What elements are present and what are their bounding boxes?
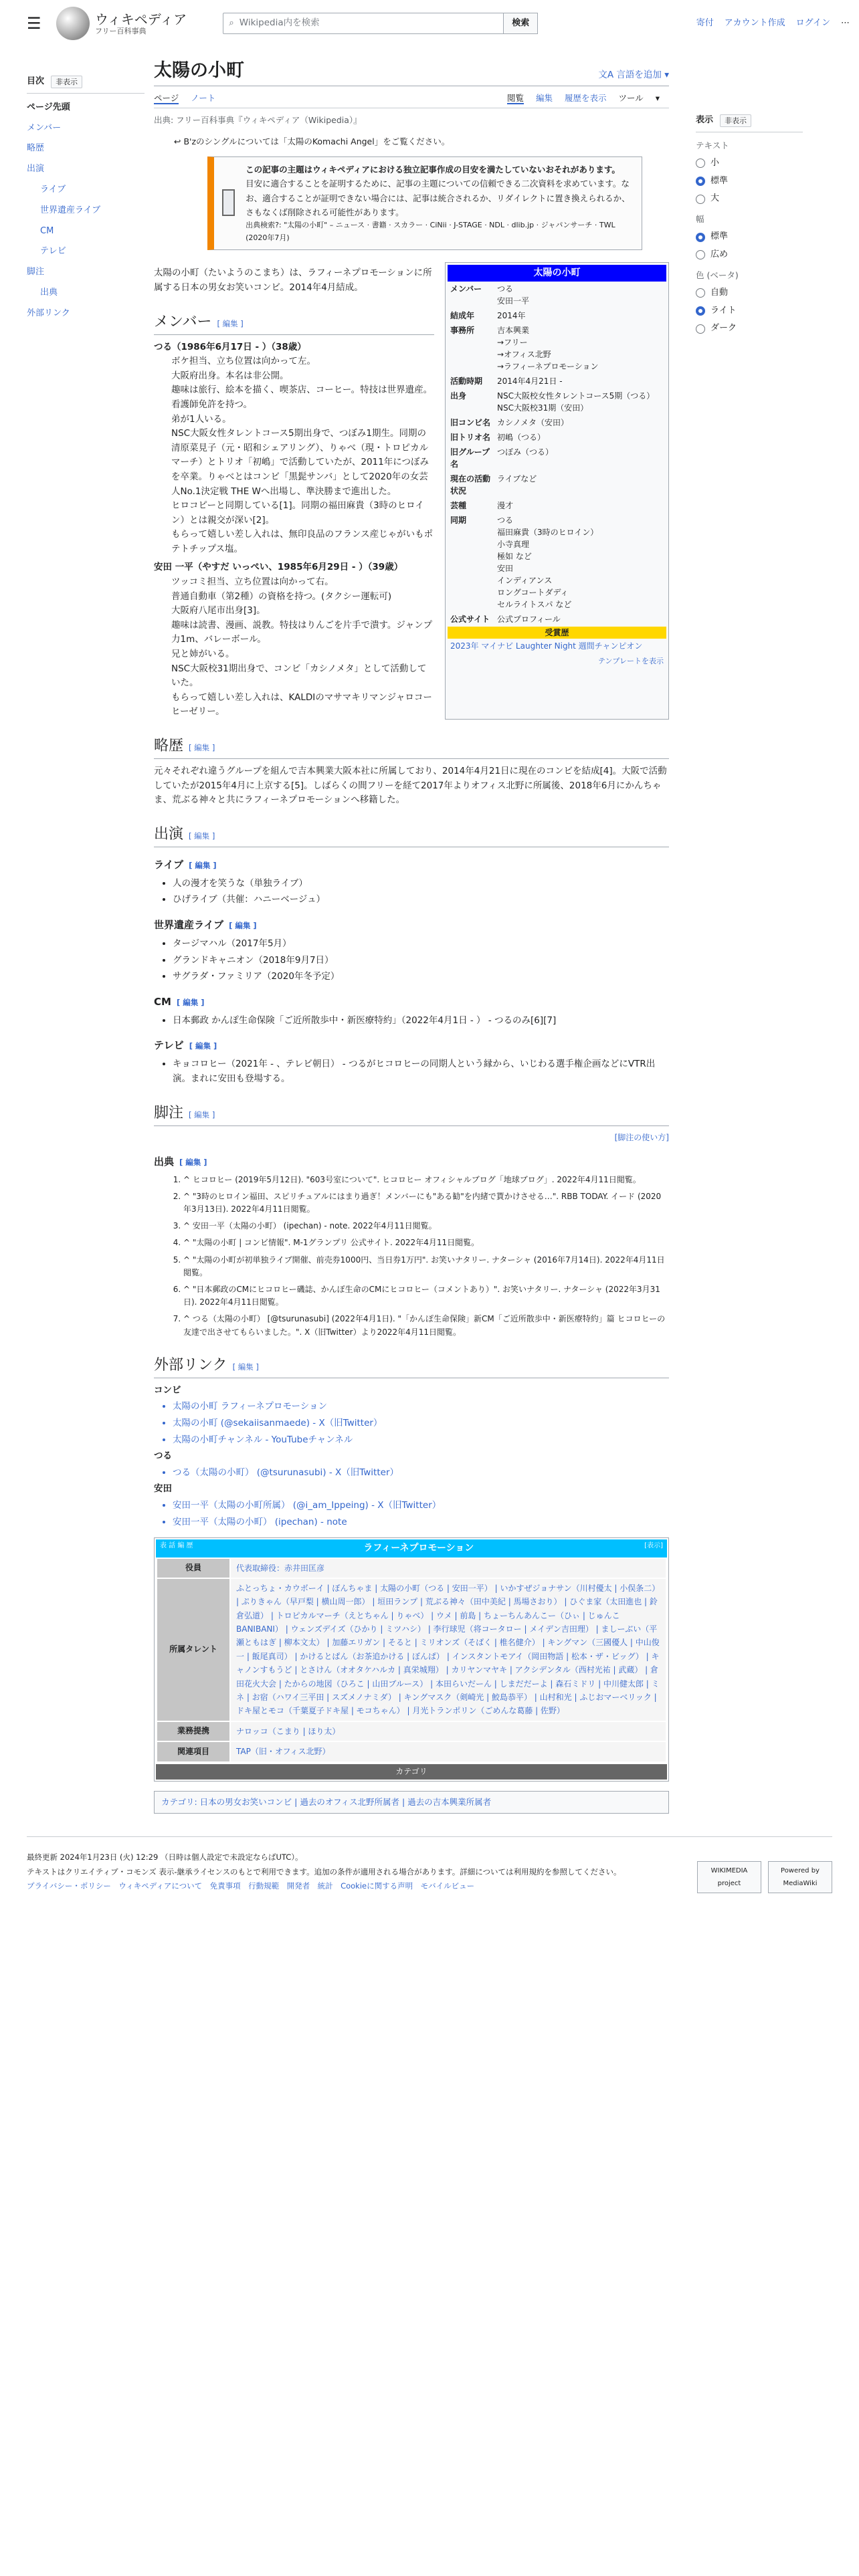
infobox-value-line: →フリー xyxy=(497,338,528,348)
reference-item: 4. ^ "太陽の小町 | コンビ情報". M-1グランプリ 公式サイト. 2022年4月11日閲覧。 xyxy=(183,1237,669,1249)
infobox-value-line: NSC大阪校31期（安田） xyxy=(497,403,589,413)
toc-item[interactable]: 略歴 xyxy=(27,143,45,154)
appearance-option[interactable] xyxy=(696,304,803,318)
external-tsuru-label: つる xyxy=(154,1451,172,1462)
toc-item[interactable]: メンバー xyxy=(27,122,62,133)
radio-icon[interactable] xyxy=(696,306,705,316)
page-title: 太陽の小町 xyxy=(154,60,244,81)
infobox-value-line: →オフィス北野 xyxy=(497,350,551,360)
section-tv-heading: テレビ [ 編集 ] xyxy=(154,1039,217,1052)
section-members-heading: メンバー [ 編集 ] xyxy=(154,312,434,335)
heritage-list xyxy=(154,937,669,984)
site-logo[interactable] xyxy=(56,7,187,40)
infobox-label: 芸種 xyxy=(450,501,467,511)
edit-link[interactable]: [ 編集 ] xyxy=(179,1157,207,1167)
members-list xyxy=(154,340,434,720)
tab-page[interactable]: ページ xyxy=(154,93,179,103)
tv-list xyxy=(154,1057,669,1086)
member-fact: ツッコミ担当、立ち位置は向かって右。 xyxy=(171,576,334,588)
appearance-option[interactable] xyxy=(696,175,803,189)
infobox-label: 活動時期 xyxy=(450,377,483,387)
tv-item: • キョコロヒー（2021年 - 、テレビ朝日） - つるがヒコロヒーの同期人という縁から、いじわる選手権企画などにVTR出演。まれに安田も登場する。 xyxy=(173,1057,669,1086)
infobox-value xyxy=(494,430,666,445)
infobox-value-line: 吉本興業 xyxy=(497,326,530,336)
toc-item[interactable]: ライブ xyxy=(40,184,66,195)
cm-item: • 日本郵政 かんぽ生命保険「ご近所散歩中・新医療特約」（2022年4月1日 - ） - つるのみ[6][7] xyxy=(173,1014,669,1029)
member-fact: 普通自動車（第2種）の資格を持つ。(タクシー運転可) xyxy=(171,591,392,602)
toc-item[interactable]: 脚注 xyxy=(27,267,45,278)
section-history-heading: 略歴 [ 編集 ] xyxy=(154,736,669,759)
radio-icon[interactable] xyxy=(696,288,705,298)
edit-link[interactable]: [ 編集 ] xyxy=(229,920,257,930)
menu-icon[interactable]: ☰ xyxy=(27,13,41,33)
appearance-hide-button[interactable]: 非表示 xyxy=(720,114,751,128)
search-icon: ⌕ xyxy=(229,17,234,29)
appearance-option[interactable] xyxy=(696,248,803,262)
show-template-link[interactable]: テンプレートを表示 xyxy=(597,657,664,666)
infobox-value xyxy=(494,389,666,415)
infobox-value-line: →ラフィーネプロモーション xyxy=(497,362,599,372)
cm-list xyxy=(154,1014,669,1029)
notice-body: 目安に適合することを証明するために、記事の主題についての信頼できる二次資料を求めています。なお、適合することが証明できない場合には、記事は統合されるか、リダイレクトに置き換えられるか、さもなくば削除される可能性があります。 xyxy=(246,179,630,217)
section-heritage-heading: 世界遺産ライブ [ 編集 ] xyxy=(154,918,257,931)
edit-link[interactable]: [ 編集 ] xyxy=(176,997,205,1007)
infobox-label: メンバー xyxy=(450,284,482,294)
edit-link[interactable]: [ 編集 ] xyxy=(189,743,215,752)
logo-subtitle: フリー百科事典 xyxy=(95,26,147,35)
page-tabs xyxy=(154,86,669,108)
navbox-group-label: 所属タレント xyxy=(157,1578,230,1721)
infobox-value-line: 極如 など xyxy=(497,552,532,562)
live-list xyxy=(154,877,669,907)
site-header xyxy=(0,0,859,47)
logo-title: ウィキペディア xyxy=(95,11,187,27)
infobox-value-line: つる xyxy=(497,516,514,526)
footnote-usage-link[interactable]: [脚注の使い方] xyxy=(614,1132,669,1142)
radio-icon[interactable] xyxy=(696,177,705,186)
tab-tools[interactable]: ツール ▾ xyxy=(618,93,660,103)
page-source-note: 出典: フリー百科事典『ウィキペディア（Wikipedia）』 xyxy=(154,115,362,125)
appearance-option-label: 標準 xyxy=(710,231,729,242)
external-link[interactable]: • つる（太陽の小町） (@tsurunasubi) - X（旧Twitter） xyxy=(173,1466,669,1481)
member-name: 安田 一平（やすだ いっぺい、1985年6月29日 - ）（39歳） xyxy=(154,562,403,573)
navbox-show-button[interactable]: [表示] xyxy=(644,1542,663,1550)
infobox-value-line: 福田麻貴（3時のヒロイン） xyxy=(497,528,599,538)
donate-link[interactable]: 寄付 xyxy=(696,17,714,28)
infobox-value xyxy=(494,415,666,430)
text-size-label: テキスト xyxy=(696,140,729,150)
appearance-option[interactable] xyxy=(696,230,803,244)
infobox-label: 同期 xyxy=(450,516,467,526)
mediawiki-badge[interactable]: Powered by MediaWiki xyxy=(768,1861,832,1893)
infobox-label: 出身 xyxy=(450,391,467,401)
external-combo-label: コンビ xyxy=(154,1384,181,1396)
infobox-value xyxy=(494,471,666,498)
live-item: • 人の漫才を笑うな（単独ライブ） xyxy=(173,877,669,891)
member-fact: 趣味は旅行、絵本を描く、喫茶店、コーヒー。特技は世界遺産。 xyxy=(171,385,433,396)
infobox-value-line: インディアンス xyxy=(497,576,553,586)
notability-notice xyxy=(207,156,642,250)
infobox-label: 旧グループ名 xyxy=(450,447,490,469)
navbox-group-label: 業務提携 xyxy=(157,1721,230,1741)
appearance-title: 表示 xyxy=(696,115,714,125)
wikimedia-badge[interactable]: WIKIMEDIA project xyxy=(697,1861,761,1893)
infobox-value-line: カシノメタ（安田） xyxy=(497,418,569,428)
appearance-panel xyxy=(669,47,803,1814)
infobox-value xyxy=(494,282,666,308)
navbox-list[interactable]: ナロッコ（こまり | ほり太） xyxy=(230,1721,666,1741)
live-item: • ひげライブ（共催：ハニーベージュ） xyxy=(173,893,669,907)
external-links xyxy=(154,1384,669,1529)
infobox-value xyxy=(494,374,666,389)
appearance-option-label: 大 xyxy=(710,193,720,204)
infobox-value xyxy=(494,612,666,627)
navbox-category-bar[interactable]: カテゴリ xyxy=(156,1764,667,1780)
radio-icon[interactable] xyxy=(696,233,705,242)
appearance-option[interactable] xyxy=(696,156,803,171)
navbox-list[interactable]: 代表取締役：赤井田匡彦 xyxy=(230,1558,666,1578)
infobox-label: 旧コンビ名 xyxy=(450,418,491,428)
member-fact: 弟が1人いる。 xyxy=(171,413,231,425)
section-cm-heading: CM [ 編集 ] xyxy=(154,995,205,1008)
table-of-contents xyxy=(27,47,154,1814)
infobox-award-title: 受賞歴 xyxy=(448,627,666,639)
history-text: 元々それぞれ違うグループを組んで吉本興業大阪本社に所属しており、2014年4月21日に現在のコンビを結成[4]。大阪で活動していたが2015年4月に上京する[5]。しばらくの間フリーを経て2017年よりオフィス北野に所属後、2018年6月にかんちゃま、荒ぶる神々と共にラフィーネプロモーションへ移籍した。 xyxy=(154,766,667,806)
hatnote: ↩ B'zのシングルについては「太陽のKomachi Angel」をご覧ください。 xyxy=(174,136,450,146)
toc-item[interactable]: 出演 xyxy=(27,164,45,175)
toc-item[interactable]: 出典 xyxy=(40,287,58,298)
external-link[interactable]: • 太陽の小町チャンネル - YouTubeチャンネル xyxy=(173,1433,669,1448)
external-link[interactable]: • 安田一平（太陽の小町所属） (@i_am_Ippeing) - X（旧Twitter） xyxy=(173,1499,669,1513)
infobox-value xyxy=(494,445,666,471)
infobox-value xyxy=(494,498,666,513)
user-links xyxy=(696,17,850,31)
infobox-value-line: 2014年4月21日 - xyxy=(497,377,563,387)
infobox-value-line: つぼみ（つる） xyxy=(497,447,554,457)
edit-link[interactable]: [ 編集 ] xyxy=(189,831,215,841)
appearance-option-label: 小 xyxy=(710,157,720,168)
external-link[interactable]: • 安田一平（太陽の小町） (ipechan) - note xyxy=(173,1515,669,1530)
infobox-value-line: 安田一平 xyxy=(497,296,530,306)
member-fact: 趣味は読書、漫画、説教。特技はりんごを片手で潰す。ジャンプ力1m、バレーボール。 xyxy=(171,619,433,645)
infobox-label: 現在の活動状況 xyxy=(450,474,491,496)
navbox-title[interactable]: ラフィーネプロモーション xyxy=(363,1543,474,1554)
member-fact: もらって嬉しい差し入れは、KALDIのマサマキリマンジャロコーヒーゼリー。 xyxy=(171,691,432,718)
member-fact: NSC大阪校31期出身で、コンビ「カシノメタ」として活動していた。 xyxy=(171,663,427,689)
infobox-title: 太陽の小町 xyxy=(448,265,666,282)
infobox-value-line: 漫才 xyxy=(497,501,514,511)
toc-hide-button[interactable]: 非表示 xyxy=(51,76,82,89)
infobox-value-line: 2014年 xyxy=(497,311,526,321)
last-updated: 最終更新 2024年1月23日 (火) 12:29 （日時は個人設定で未設定ならばUTC）。 xyxy=(27,1852,303,1862)
reference-item: 6. ^ "日本郵政のCMにヒコロヒー磯誌、かんぽ生命のCMにヒコロヒー（コメントあり）". お笑いナタリー. ナターシャ (2022年3月31日). 2022年4月11日閲覧。 xyxy=(183,1283,669,1309)
tab-talk[interactable]: ノート xyxy=(191,93,216,103)
tab-history[interactable]: 履歴を表示 xyxy=(564,93,607,103)
edit-link[interactable]: [ 編集 ] xyxy=(232,1362,259,1372)
appearance-option-label: 自動 xyxy=(710,287,729,298)
section-external-heading: 外部リンク [ 編集 ] xyxy=(154,1355,669,1378)
toc-title: 目次 xyxy=(27,76,45,86)
infobox xyxy=(445,262,669,720)
appearance-option[interactable] xyxy=(696,192,803,206)
member-fact: 大阪府出身。本名は非公開。 xyxy=(171,370,289,381)
navbox-vde[interactable]: 表 話 編 歴 xyxy=(160,1542,193,1550)
page-footer xyxy=(27,1836,832,1895)
infobox-value-line: セルライトスパ など xyxy=(497,600,572,610)
login-link[interactable]: ログイン xyxy=(795,17,830,28)
wikipedia-globe-icon xyxy=(56,7,90,40)
toc-item[interactable]: 外部リンク xyxy=(27,308,70,318)
appearance-option-label: ライト xyxy=(710,305,737,316)
navbox xyxy=(154,1537,669,1782)
license-text: テキストはクリエイティブ・コモンズ 表示-継承ライセンスのもとで利用できます。追加の条件が適用される場合があります。詳細については利用規約を参照してください。 xyxy=(27,1866,622,1876)
heritage-item: • サグラダ・ファミリア（2020年冬予定） xyxy=(173,970,669,984)
member-name: つる（1986年6月17日 - ）（38歳） xyxy=(154,341,306,352)
appearance-option[interactable] xyxy=(696,286,803,300)
add-language-button[interactable]: 文A 言語を追加 ▾ xyxy=(598,70,669,81)
infobox-value xyxy=(494,323,666,374)
member-fact: 看護師免許を持つ。 xyxy=(171,399,252,410)
toc-item[interactable]: ページ先頭 xyxy=(27,102,70,112)
section-sources-heading: 出典 [ 編集 ] xyxy=(154,1155,207,1168)
external-link[interactable]: • 太陽の小町 (@sekaiisanmaede) - X（旧Twitter） xyxy=(173,1416,669,1431)
notice-icon xyxy=(222,189,235,216)
reference-item: 3. ^ 安田一平（太陽の小町） (ipechan) - note. 2022年4月11日閲覧。 xyxy=(183,1220,669,1232)
infobox-value-line: ロングコートダディ xyxy=(497,588,569,598)
navbox-list[interactable]: ふとっちょ・カウボーイ | ぼんちゃま | 太陽の小町（つる | 安田一平） | いかすぜジョナサン（川村優太 | 小俣条二） | ぷりきゃん（早戸梨 | 横山周一郎） | 垣田ランプ | 荒ぶる神々（田中美紀 | 馬場さおり） | ひぐま家（太田進也 | 鈴倉弘道） | トロピカルマーチ（えとちゃん | りゃべ） | ウメ | 前島 | ちょーちんあんこー（ひぃ | じゅんこBANIBANI） | ウェンズデイズ（ひかり | ミツハシ） | 李行球児（将コータロー | メイデン吉田理） | ましーぶい（平瀬ともはぎ | 柳本文太） | 加藤エリガン | そると | ミリオンズ（そばく | 椎名健介） | キングマン（三國優人 | 中山俊一 | 飯尾真司） | かけるとぱん（お茶追かける | ぼんぱ） | インスタントモアイ（岡田物語 | 松本・ザ・ビッグ） | キャノンすもうど | とさけん（オオタケハルカ | 真栄城翔） | カリヤンマヤキ | アクシデンタル（西村光祐 | 武蔵） | 倉田花火大会 | たからの地図（ひろこ | 山田ブルース） | 本田らいだーん | しまだだーよ | 森石ミドリ | 中川健太郎 | ミネ | お宿（ハワイ三平田 | スズメノナミダ） | キングマスク（剣崎光 | 鮫島恭平） | 山村和光 | ふじおマーベリック | ドキ屋とモコ（千葉夏子ドキ屋 | モコちゃん） | 月光トランポリン（ごめんな葛藤 | 佐野） xyxy=(230,1578,666,1721)
footer-links[interactable]: プライバシー・ポリシー ウィキペディアについて 免責事項 行動規範 開発者 統計 Cookieに関する声明 モバイルビュー xyxy=(27,1881,475,1891)
toc-item[interactable]: 世界遺産ライブ xyxy=(40,205,101,215)
tab-read[interactable]: 閲覧 xyxy=(506,93,524,103)
member-fact: 兄と姉がいる。 xyxy=(171,649,235,660)
infobox-value-line: 小寺真理 xyxy=(497,540,530,550)
infobox-label: 結成年 xyxy=(450,311,475,321)
member-fact: NSC大阪女性タレントコース5期出身で、つぼみ1期生。同期の清原菜見子（元・昭和シェアリング）、りゃべ（現・トロピカルマーチ）とトリオ「初嶋」で活動していたが、2011年につぼみを卒業。りゃべとはコンビ「黒髭サンバ」として2020年の女芸人No.1決定戦 THE Wへ出場し、準決勝まで進出した。 xyxy=(171,428,429,497)
member-fact: もらって嬉しい差し入れは、無印良品のフランス産じゃがいもポテトチップス塩。 xyxy=(171,529,434,554)
infobox-value-line: 公式プロフィール xyxy=(497,615,561,625)
external-yasuda-label: 安田 xyxy=(154,1483,172,1495)
infobox-value xyxy=(494,308,666,323)
search-button[interactable]: 検索 xyxy=(504,13,538,34)
reference-list xyxy=(154,1174,669,1339)
notice-title: この記事の主題はウィキペディアにおける独立記事作成の目安を満たしていないおそれがあります。 xyxy=(246,165,620,175)
appearance-option-label: 標準 xyxy=(710,175,729,186)
create-account-link[interactable]: アカウント作成 xyxy=(724,17,785,28)
radio-icon[interactable] xyxy=(696,324,705,334)
more-icon[interactable]: ⋯ xyxy=(841,17,850,28)
toc-item[interactable]: CM xyxy=(40,225,54,236)
infobox-label: 旧トリオ名 xyxy=(450,433,490,443)
lead-paragraph: 太陽の小町（たいようのこまち）は、ラフィーネプロモーションに所属する日本の男女お笑いコンビ。2014年4月結成。 xyxy=(154,267,432,293)
member-fact: ボケ担当、立ち位置は向かって左。 xyxy=(171,356,316,367)
edit-link[interactable]: [ 編集 ] xyxy=(217,318,244,328)
infobox-value-line: つる xyxy=(497,284,514,294)
infobox-award[interactable]: 2023年 マイナビ Laughter Night 週間チャンピオン xyxy=(450,641,643,651)
navbox-group-label: 関連項目 xyxy=(157,1741,230,1761)
reference-item: 5. ^ "太陽の小町が初単独ライブ開催、前売券1000円、当日券1万円". お笑いナタリー. ナターシャ (2016年7月14日). 2022年4月11日閲覧。 xyxy=(183,1254,669,1279)
edit-link[interactable]: [ 編集 ] xyxy=(189,860,217,870)
radio-icon[interactable] xyxy=(696,250,705,259)
member-fact: ヒロコピーと同期している[1]。同期の福田麻貴（3時のヒロイン）とは親交が深い[2]。 xyxy=(171,500,424,526)
disambig-icon: ↩ xyxy=(174,136,184,146)
appearance-option[interactable] xyxy=(696,322,803,336)
navbox-group-label: 役員 xyxy=(157,1558,230,1578)
infobox-value-line: 初嶋（つる） xyxy=(497,433,546,443)
section-appear-heading: 出演 [ 編集 ] xyxy=(154,824,669,847)
category-links[interactable]: カテゴリ: 日本の男女お笑いコンビ | 過去のオフィス北野所属者 | 過去の吉本興業所属者 xyxy=(154,1791,669,1814)
edit-link[interactable]: [ 編集 ] xyxy=(189,1041,217,1051)
reference-item: 1. ^ ヒコロヒー (2019年5月12日). "603号室について". ヒコロヒー オフィシャルブログ「地球ブログ」. 2022年4月11日閲覧。 xyxy=(183,1174,669,1186)
width-label: 幅 xyxy=(696,214,704,225)
notice-source: 出典検索?: "太陽の小町" – ニュース · 書籍 · スカラー · CiNii · J-STAGE · NDL · dlib.jp · ジャパンサーチ · TWL (2020年7月) xyxy=(246,221,615,242)
appearance-option-label: ダーク xyxy=(710,323,737,334)
infobox-label: 公式サイト xyxy=(450,615,490,625)
member-fact: 大阪府八尾市出身[3]。 xyxy=(171,605,266,617)
infobox-value-line: ライブなど xyxy=(497,474,537,484)
color-label: 色 (ベータ) xyxy=(696,270,739,280)
section-notes-heading: 脚注 [ 編集 ] xyxy=(154,1103,669,1126)
infobox-value-line: 安田 xyxy=(497,564,514,574)
appearance-option-label: 広め xyxy=(710,249,729,259)
search-form xyxy=(223,13,538,34)
radio-icon[interactable] xyxy=(696,195,705,204)
infobox-value xyxy=(494,513,666,612)
radio-icon[interactable] xyxy=(696,158,705,168)
reference-item: 2. ^ "3時のヒロイン福田、スピリチュアルにはまり過ぎ！メンバーにも"ある勧"を内緒で貰かけさせる…". RBB TODAY. イード (2020年3月13日). 2022年4月11日閲覧。 xyxy=(183,1190,669,1216)
reference-item: 7. ^ つる（太陽の小町） [@tsurunasubi] (2022年4月1日). "「かんぽ生命保険」新CM「ご近所散歩中・新医療特約」篇 ヒコロヒーの友達で出させてもらいました。". X（旧Twitter）より2022年4月11日閲覧。 xyxy=(183,1313,669,1338)
section-live-heading: ライブ [ 編集 ] xyxy=(154,858,217,871)
navbox-list[interactable]: TAP（旧・オフィス北野） xyxy=(230,1741,666,1761)
edit-link[interactable]: [ 編集 ] xyxy=(189,1109,215,1119)
external-link[interactable]: • 太陽の小町 ラフィーネプロモーション xyxy=(173,1400,669,1414)
infobox-value-line: NSC大阪校女性タレントコース5期（つる） xyxy=(497,391,655,401)
toc-item[interactable]: テレビ xyxy=(40,246,66,257)
infobox-label: 事務所 xyxy=(450,326,475,336)
search-input[interactable]: ⌕ Wikipedia内を検索 xyxy=(223,13,504,34)
heritage-item: • グランドキャニオン（2018年9月7日） xyxy=(173,954,669,968)
main-content xyxy=(154,47,669,1814)
heritage-item: • タージマハル（2017年5月） xyxy=(173,937,669,952)
tab-edit[interactable]: 編集 xyxy=(535,93,553,103)
